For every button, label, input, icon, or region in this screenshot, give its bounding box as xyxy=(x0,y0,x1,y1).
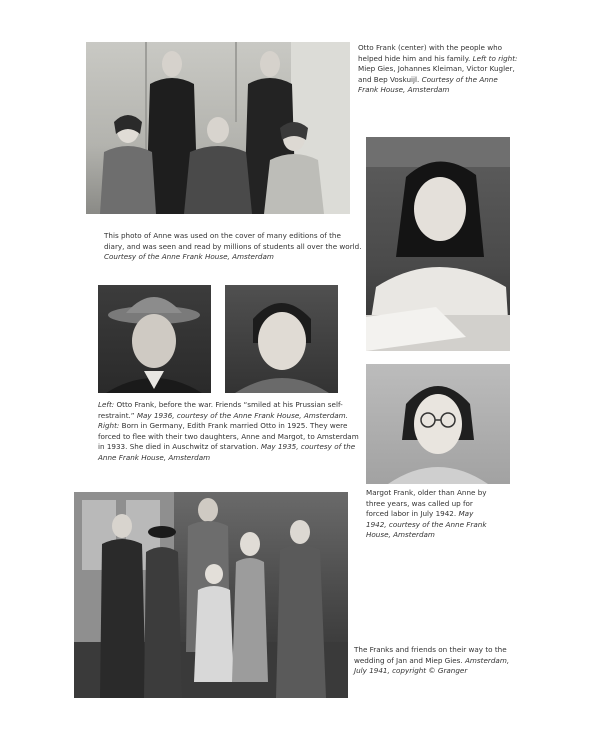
caption-parents-right-credit: May 1935, courtesy of the Anne Frank House, Amsterdam xyxy=(98,442,356,462)
photo-otto xyxy=(98,285,211,393)
caption-margot-credit: May 1942, courtesy of the Anne Frank House, Amsterdam xyxy=(366,509,487,540)
caption-parents-right-label: Right: xyxy=(98,421,120,431)
caption-wedding-text: The Franks and friends on their way to the wedding of Jan and Miep Gies. xyxy=(354,645,507,665)
caption-anne-text: This photo of Anne was used on the cover of many editions of the diary, and was seen and read by millions of students all over the world. xyxy=(104,231,362,251)
caption-parents xyxy=(98,400,362,464)
caption-margot-text: Margot Frank, older than Anne by three years, was called up for forced labor in July 1942. xyxy=(366,488,487,519)
photo-margot xyxy=(366,364,510,484)
caption-anne xyxy=(104,231,362,263)
caption-wedding xyxy=(354,645,514,677)
caption-otto-group-credit: Courtesy of the Anne Frank House, Amsterdam xyxy=(358,74,498,95)
caption-parents-right-text: Born in Germany, Edith Frank married Otto in 1925. They were forced to flee with their two daughters, Anne and Margot, to Amsterdam in 1933. She died in Auschwitz of starvation. xyxy=(98,421,359,452)
photo-anne-figure xyxy=(366,137,510,351)
photo-wedding xyxy=(74,492,348,698)
photo-edith xyxy=(225,285,338,393)
photo-margot-figure xyxy=(366,364,510,484)
caption-parents-left-label: Left: xyxy=(98,400,115,409)
caption-wedding-credit: Amsterdam, July 1941, copyright © Granger xyxy=(354,655,510,676)
caption-parents-left-credit: May 1936, courtesy of the Anne Frank House, Amsterdam. xyxy=(136,410,348,420)
photo-anne xyxy=(366,137,510,351)
caption-otto-group-text: Otto Frank (center) with the people who helped hide him and his family. xyxy=(358,43,503,63)
caption-otto-group-detail-label: Left to right: xyxy=(472,53,518,63)
photo-edith-figure xyxy=(225,285,338,393)
caption-otto-group xyxy=(358,43,518,96)
caption-margot xyxy=(366,488,492,541)
caption-anne-credit: Courtesy of the Anne Frank House, Amsterdam xyxy=(104,252,274,262)
photo-otto-figure xyxy=(98,285,211,393)
caption-parents-left-text: Otto Frank, before the war. Friends “smiled at his Prussian self-restraint.” xyxy=(98,400,343,420)
photo-wedding-figure xyxy=(74,492,348,698)
photo-otto-group xyxy=(86,42,350,214)
photo-otto-group-figure xyxy=(86,42,350,214)
caption-otto-group-detail: Miep Gies, Johannes Kleiman, Victor Kugler, and Bep Voskuijl. xyxy=(358,64,515,84)
